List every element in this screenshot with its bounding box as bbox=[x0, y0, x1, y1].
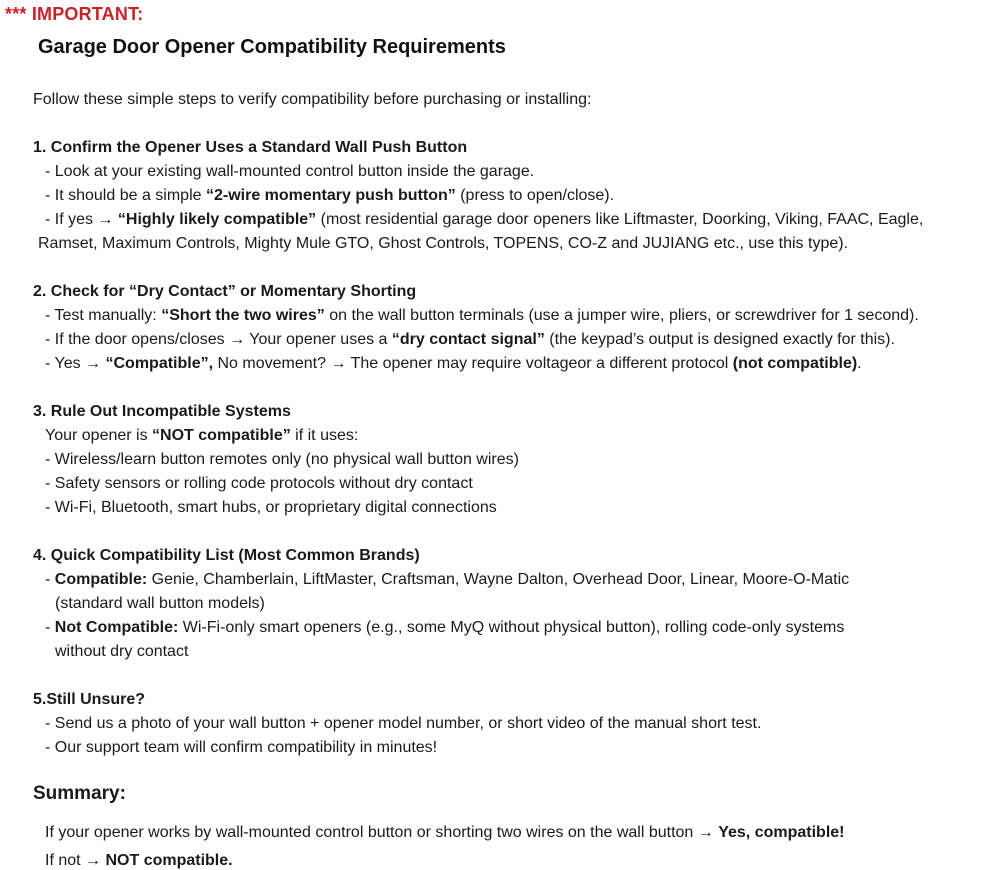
text-run: - Test manually: bbox=[45, 307, 162, 324]
text-run: Wi-Fi-only smart openers (e.g., some MyQ without physical button), rolling code-only systems bbox=[178, 619, 845, 636]
text-run: . bbox=[857, 355, 862, 372]
text-run: If not → bbox=[45, 852, 106, 869]
text-line bbox=[33, 568, 1000, 592]
text-line bbox=[33, 424, 1000, 448]
bold-run: Not Compatible: bbox=[54, 619, 179, 636]
instruction-section bbox=[33, 544, 1000, 664]
text-line bbox=[33, 304, 1000, 328]
text-line bbox=[33, 472, 1000, 496]
bold-run: “Short the two wires” bbox=[161, 307, 325, 324]
summary-heading: Summary: bbox=[33, 783, 126, 804]
text-line bbox=[33, 616, 1000, 640]
text-line bbox=[33, 847, 1000, 870]
text-run: Genie, Chamberlain, LiftMaster, Craftsman, Wayne Dalton, Overhead Door, Linear, Moore-O-Matic bbox=[147, 571, 850, 588]
text-run: No movement? → The opener may require voltageor a different protocol bbox=[213, 355, 733, 372]
text-line bbox=[33, 328, 1000, 352]
text-line bbox=[33, 352, 1000, 376]
text-run: (the keypad’s output is designed exactly for this). bbox=[544, 331, 895, 348]
text-line bbox=[33, 640, 1000, 664]
intro-text: Follow these simple steps to verify compatibility before purchasing or installing: bbox=[33, 91, 592, 108]
text-line bbox=[33, 712, 1000, 736]
instruction-section bbox=[33, 280, 1000, 376]
text-run: - bbox=[45, 619, 55, 636]
text-run: (press to open/close). bbox=[455, 187, 615, 204]
section-heading: 1. Confirm the Opener Uses a Standard Wall Push Button bbox=[33, 139, 468, 156]
text-run: - Wireless/learn button remotes only (no physical wall button wires) bbox=[45, 451, 519, 468]
section-heading: 5.Still Unsure? bbox=[33, 691, 146, 708]
bold-run: (not compatible) bbox=[732, 355, 858, 372]
text-run: - Our support team will confirm compatibility in minutes! bbox=[45, 739, 438, 756]
summary-section bbox=[33, 782, 1000, 870]
summary-lines bbox=[33, 819, 1000, 870]
instruction-section bbox=[33, 400, 1000, 520]
text-run: on the wall button terminals (use a jumper wire, pliers, or screwdriver for 1 second). bbox=[324, 307, 919, 324]
bold-run: “2-wire momentary push button” bbox=[205, 187, 456, 204]
text-run: - It should be a simple bbox=[45, 187, 206, 204]
bold-run: Yes, compatible! bbox=[718, 824, 845, 841]
text-run: (most residential garage door openers like Liftmaster, Doorking, Viking, FAAC, Eagle, bbox=[316, 211, 924, 228]
instruction-section bbox=[33, 688, 1000, 760]
text-line bbox=[33, 184, 1000, 208]
bold-run: “Compatible”, bbox=[105, 355, 214, 372]
text-run: if it uses: bbox=[290, 427, 359, 444]
text-run: Your opener is bbox=[45, 427, 153, 444]
bold-run: NOT compatible. bbox=[105, 852, 233, 869]
bold-run: “Highly likely compatible” bbox=[117, 211, 317, 228]
section-heading: 3. Rule Out Incompatible Systems bbox=[33, 403, 291, 420]
text-line bbox=[33, 232, 1000, 256]
section-heading: 4. Quick Compatibility List (Most Common Brands) bbox=[33, 547, 420, 564]
page-title: Garage Door Opener Compatibility Requirements bbox=[38, 36, 506, 58]
section-heading: 2. Check for “Dry Contact” or Momentary Shorting bbox=[33, 283, 417, 300]
bold-run: “dry contact signal” bbox=[391, 331, 545, 348]
text-line bbox=[33, 208, 1000, 232]
bold-run: “NOT compatible” bbox=[152, 427, 291, 444]
text-run: - Look at your existing wall-mounted control button inside the garage. bbox=[45, 163, 535, 180]
text-run: Ramset, Maximum Controls, Mighty Mule GTO, Ghost Controls, TOPENS, CO-Z and JUJIANG etc., use this type). bbox=[38, 235, 849, 252]
text-line bbox=[33, 496, 1000, 520]
text-line bbox=[33, 736, 1000, 760]
text-run: - bbox=[45, 571, 55, 588]
instruction-section bbox=[33, 136, 1000, 256]
text-line bbox=[33, 819, 1000, 847]
text-run: (standard wall button models) bbox=[55, 595, 265, 612]
important-label: *** IMPORTANT: bbox=[5, 4, 144, 24]
text-run: - Send us a photo of your wall button + opener model number, or short video of the manual short test. bbox=[45, 715, 762, 732]
text-run: - If yes → bbox=[45, 211, 118, 228]
bold-run: Compatible: bbox=[54, 571, 148, 588]
sections-container bbox=[0, 136, 1000, 760]
text-run: without dry contact bbox=[55, 643, 189, 660]
text-line bbox=[33, 160, 1000, 184]
text-run: - If the door opens/closes → Your opener uses a bbox=[45, 331, 392, 348]
text-run: - Yes → bbox=[45, 355, 106, 372]
text-run: - Wi-Fi, Bluetooth, smart hubs, or proprietary digital connections bbox=[45, 499, 497, 516]
text-run: If your opener works by wall-mounted control button or shorting two wires on the wall button → bbox=[45, 824, 719, 841]
text-line bbox=[33, 592, 1000, 616]
text-line bbox=[33, 448, 1000, 472]
text-run: - Safety sensors or rolling code protocols without dry contact bbox=[45, 475, 473, 492]
